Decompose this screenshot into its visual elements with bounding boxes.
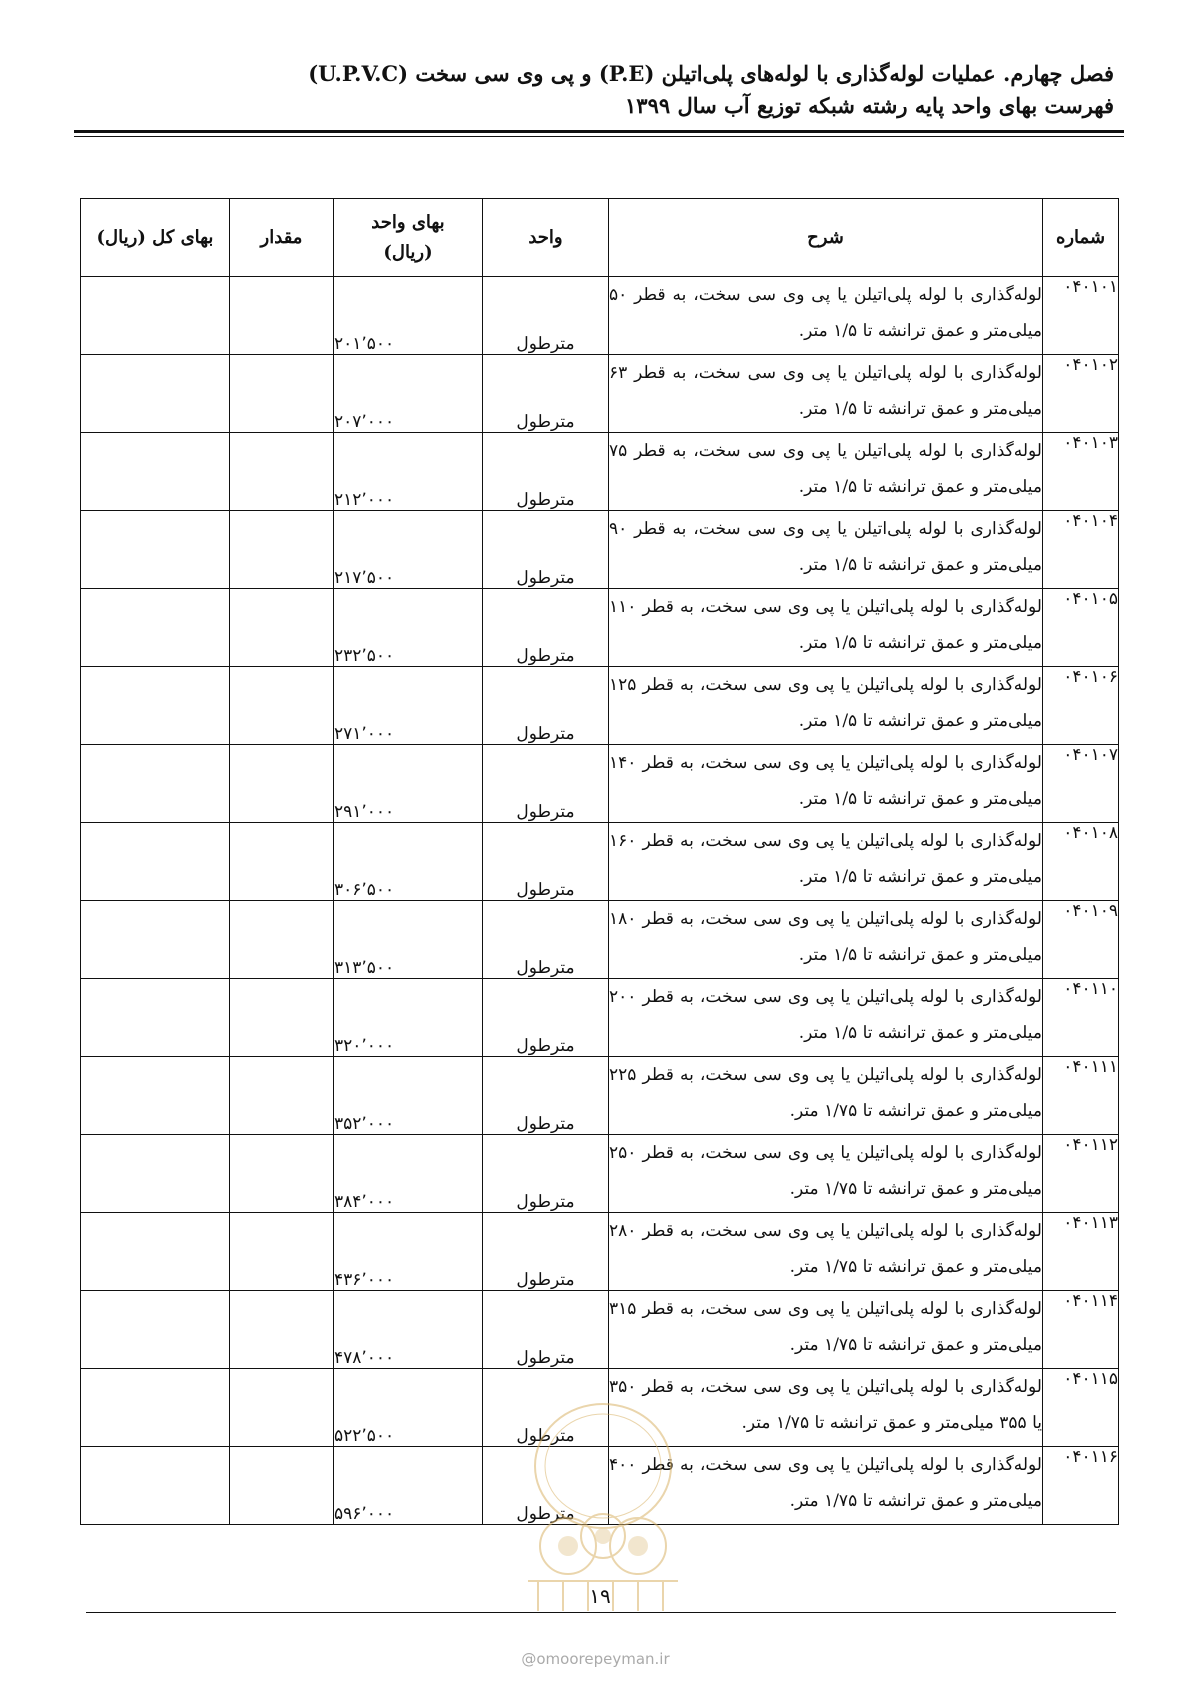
table-row (81, 511, 1119, 589)
table-row (81, 901, 1119, 979)
item-unit: مترطول (483, 979, 609, 1057)
col-unit-price-header (334, 199, 483, 277)
item-unit: مترطول (483, 667, 609, 745)
item-unit: مترطول (483, 1291, 609, 1369)
item-description: لوله‌گذاری با لوله پلی‌اتیلن یا پی وی سی سخت، به قطر ۲۰۰ میلی‌متر و عمق ترانشه تا ۱/۵ متر. (609, 979, 1043, 1057)
item-unit: مترطول (483, 1213, 609, 1291)
item-total-price (81, 1057, 230, 1135)
item-total-price (81, 511, 230, 589)
item-number: ۰۴۰۱۱۳ (1043, 1213, 1119, 1291)
item-description: لوله‌گذاری با لوله پلی‌اتیلن یا پی وی سی سخت، به قطر ۱۱۰ میلی‌متر و عمق ترانشه تا ۱/۵ متر. (609, 589, 1043, 667)
item-unit: مترطول (483, 901, 609, 979)
item-unit: مترطول (483, 1135, 609, 1213)
item-unit: مترطول (483, 589, 609, 667)
item-quantity (230, 1213, 334, 1291)
item-total-price (81, 355, 230, 433)
item-quantity (230, 1057, 334, 1135)
item-unit-price: ۳۰۶٬۵۰۰ (334, 823, 483, 901)
item-quantity (230, 511, 334, 589)
item-unit-price: ۲۷۱٬۰۰۰ (334, 667, 483, 745)
item-total-price (81, 823, 230, 901)
item-total-price (81, 1213, 230, 1291)
item-quantity (230, 433, 334, 511)
item-number: ۰۴۰۱۱۴ (1043, 1291, 1119, 1369)
col-unit-header: واحد (483, 199, 609, 277)
item-number: ۰۴۰۱۱۱ (1043, 1057, 1119, 1135)
item-description: لوله‌گذاری با لوله پلی‌اتیلن یا پی وی سی سخت، به قطر ۱۴۰ میلی‌متر و عمق ترانشه تا ۱/۵ متر. (609, 745, 1043, 823)
item-description: لوله‌گذاری با لوله پلی‌اتیلن یا پی وی سی سخت، به قطر ۲۲۵ میلی‌متر و عمق ترانشه تا ۱/۷۵ متر. (609, 1057, 1043, 1135)
item-number: ۰۴۰۱۱۲ (1043, 1135, 1119, 1213)
item-unit-price: ۲۰۱٬۵۰۰ (334, 277, 483, 355)
item-unit-price: ۲۱۷٬۵۰۰ (334, 511, 483, 589)
item-number: ۰۴۰۱۱۵ (1043, 1369, 1119, 1447)
item-unit: مترطول (483, 511, 609, 589)
table-row (81, 667, 1119, 745)
item-unit-price: ۲۰۷٬۰۰۰ (334, 355, 483, 433)
unit-price-header-line2: (ریال) (383, 241, 433, 263)
item-unit: مترطول (483, 277, 609, 355)
item-total-price (81, 1369, 230, 1447)
item-unit-price: ۳۵۲٬۰۰۰ (334, 1057, 483, 1135)
item-description: لوله‌گذاری با لوله پلی‌اتیلن یا پی وی سی سخت، به قطر ۱۲۵ میلی‌متر و عمق ترانشه تا ۱/۵ متر. (609, 667, 1043, 745)
col-number-header: شماره (1043, 199, 1119, 277)
item-unit-price: ۵۹۶٬۰۰۰ (334, 1447, 483, 1525)
item-unit: مترطول (483, 433, 609, 511)
table-row (81, 823, 1119, 901)
item-description: لوله‌گذاری با لوله پلی‌اتیلن یا پی وی سی سخت، به قطر ۳۱۵ میلی‌متر و عمق ترانشه تا ۱/۷۵ متر. (609, 1291, 1043, 1369)
watermark-seal-icon (508, 1396, 698, 1616)
table-row (81, 355, 1119, 433)
item-number: ۰۴۰۱۰۳ (1043, 433, 1119, 511)
item-unit-price: ۴۷۸٬۰۰۰ (334, 1291, 483, 1369)
item-unit: مترطول (483, 1057, 609, 1135)
item-number: ۰۴۰۱۰۱ (1043, 277, 1119, 355)
table-header-row (81, 199, 1119, 277)
item-description: لوله‌گذاری با لوله پلی‌اتیلن یا پی وی سی سخت، به قطر ۱۸۰ میلی‌متر و عمق ترانشه تا ۱/۵ متر. (609, 901, 1043, 979)
item-quantity (230, 823, 334, 901)
col-quantity-header: مقدار (230, 199, 334, 277)
item-total-price (81, 1447, 230, 1525)
item-description: لوله‌گذاری با لوله پلی‌اتیلن یا پی وی سی سخت، به قطر ۷۵ میلی‌متر و عمق ترانشه تا ۱/۵ متر. (609, 433, 1043, 511)
item-quantity (230, 589, 334, 667)
item-quantity (230, 1291, 334, 1369)
item-quantity (230, 901, 334, 979)
item-description: لوله‌گذاری با لوله پلی‌اتیلن یا پی وی سی سخت، به قطر ۹۰ میلی‌متر و عمق ترانشه تا ۱/۵ متر. (609, 511, 1043, 589)
item-number: ۰۴۰۱۰۷ (1043, 745, 1119, 823)
item-unit: مترطول (483, 1447, 609, 1525)
item-number: ۰۴۰۱۰۹ (1043, 901, 1119, 979)
item-number: ۰۴۰۱۰۴ (1043, 511, 1119, 589)
item-description: لوله‌گذاری با لوله پلی‌اتیلن یا پی وی سی سخت، به قطر ۲۸۰ میلی‌متر و عمق ترانشه تا ۱/۷۵ متر. (609, 1213, 1043, 1291)
col-description-header: شرح (609, 199, 1043, 277)
item-total-price (81, 277, 230, 355)
item-total-price (81, 589, 230, 667)
item-quantity (230, 745, 334, 823)
price-list-title: فهرست بهای واحد پایه رشته شبکه توزیع آب سال ۱۳۹۹ (625, 93, 1114, 118)
item-description: لوله‌گذاری با لوله پلی‌اتیلن یا پی وی سی سخت، به قطر ۵۰ میلی‌متر و عمق ترانشه تا ۱/۵ متر. (609, 277, 1043, 355)
table-row (81, 1057, 1119, 1135)
header-rule-thin (74, 136, 1124, 137)
header-rule-thick (74, 130, 1124, 133)
item-total-price (81, 1135, 230, 1213)
item-description: لوله‌گذاری با لوله پلی‌اتیلن یا پی وی سی سخت، به قطر ۳۵۰ یا ۳۵۵ میلی‌متر و عمق ترانشه تا ۱/۷۵ متر. (609, 1369, 1043, 1447)
item-quantity (230, 1135, 334, 1213)
table-row (81, 589, 1119, 667)
item-description: لوله‌گذاری با لوله پلی‌اتیلن یا پی وی سی سخت، به قطر ۴۰۰ میلی‌متر و عمق ترانشه تا ۱/۷۵ متر. (609, 1447, 1043, 1525)
item-total-price (81, 901, 230, 979)
item-unit: مترطول (483, 823, 609, 901)
item-number: ۰۴۰۱۰۸ (1043, 823, 1119, 901)
item-unit-price: ۲۳۲٬۵۰۰ (334, 589, 483, 667)
table-row (81, 277, 1119, 355)
item-unit-price: ۳۲۰٬۰۰۰ (334, 979, 483, 1057)
table-row (81, 433, 1119, 511)
website-watermark: @omoorepeyman.ir (521, 1650, 670, 1668)
item-unit-price: ۴۳۶٬۰۰۰ (334, 1213, 483, 1291)
item-description: لوله‌گذاری با لوله پلی‌اتیلن یا پی وی سی سخت، به قطر ۶۳ میلی‌متر و عمق ترانشه تا ۱/۵ متر. (609, 355, 1043, 433)
item-total-price (81, 745, 230, 823)
item-total-price (81, 1291, 230, 1369)
item-unit: مترطول (483, 745, 609, 823)
item-number: ۰۴۰۱۰۲ (1043, 355, 1119, 433)
item-quantity (230, 1447, 334, 1525)
table-row (81, 1135, 1119, 1213)
item-unit-price: ۲۱۲٬۰۰۰ (334, 433, 483, 511)
table-row (81, 1291, 1119, 1369)
item-description: لوله‌گذاری با لوله پلی‌اتیلن یا پی وی سی سخت، به قطر ۱۶۰ میلی‌متر و عمق ترانشه تا ۱/۵ متر. (609, 823, 1043, 901)
price-table (80, 198, 1119, 1525)
table-row (81, 1213, 1119, 1291)
item-number: ۰۴۰۱۱۶ (1043, 1447, 1119, 1525)
unit-price-header-line1: بهای واحد (371, 211, 445, 233)
item-number: ۰۴۰۱۰۶ (1043, 667, 1119, 745)
item-quantity (230, 667, 334, 745)
item-quantity (230, 979, 334, 1057)
item-number: ۰۴۰۱۰۵ (1043, 589, 1119, 667)
page-header (74, 58, 1114, 122)
chapter-title: فصل چهارم. عملیات لوله‌گذاری با لوله‌های پلی‌اتیلن (P.E) و پی وی سی سخت (U.P.V.C) (308, 61, 1114, 86)
item-total-price (81, 433, 230, 511)
item-quantity (230, 277, 334, 355)
item-quantity (230, 1369, 334, 1447)
item-unit: مترطول (483, 355, 609, 433)
item-description: لوله‌گذاری با لوله پلی‌اتیلن یا پی وی سی سخت، به قطر ۲۵۰ میلی‌متر و عمق ترانشه تا ۱/۷۵ متر. (609, 1135, 1043, 1213)
footer-rule (86, 1612, 1116, 1613)
item-quantity (230, 355, 334, 433)
item-unit-price: ۲۹۱٬۰۰۰ (334, 745, 483, 823)
table-row (81, 745, 1119, 823)
item-number: ۰۴۰۱۱۰ (1043, 979, 1119, 1057)
item-unit-price: ۵۲۲٬۵۰۰ (334, 1369, 483, 1447)
item-unit: مترطول (483, 1369, 609, 1447)
page-number: ۱۹ (589, 1584, 611, 1608)
item-total-price (81, 667, 230, 745)
col-total-price-header: بهای کل (ریال) (81, 199, 230, 277)
item-total-price (81, 979, 230, 1057)
item-unit-price: ۳۱۳٬۵۰۰ (334, 901, 483, 979)
item-unit-price: ۳۸۴٬۰۰۰ (334, 1135, 483, 1213)
table-row (81, 979, 1119, 1057)
